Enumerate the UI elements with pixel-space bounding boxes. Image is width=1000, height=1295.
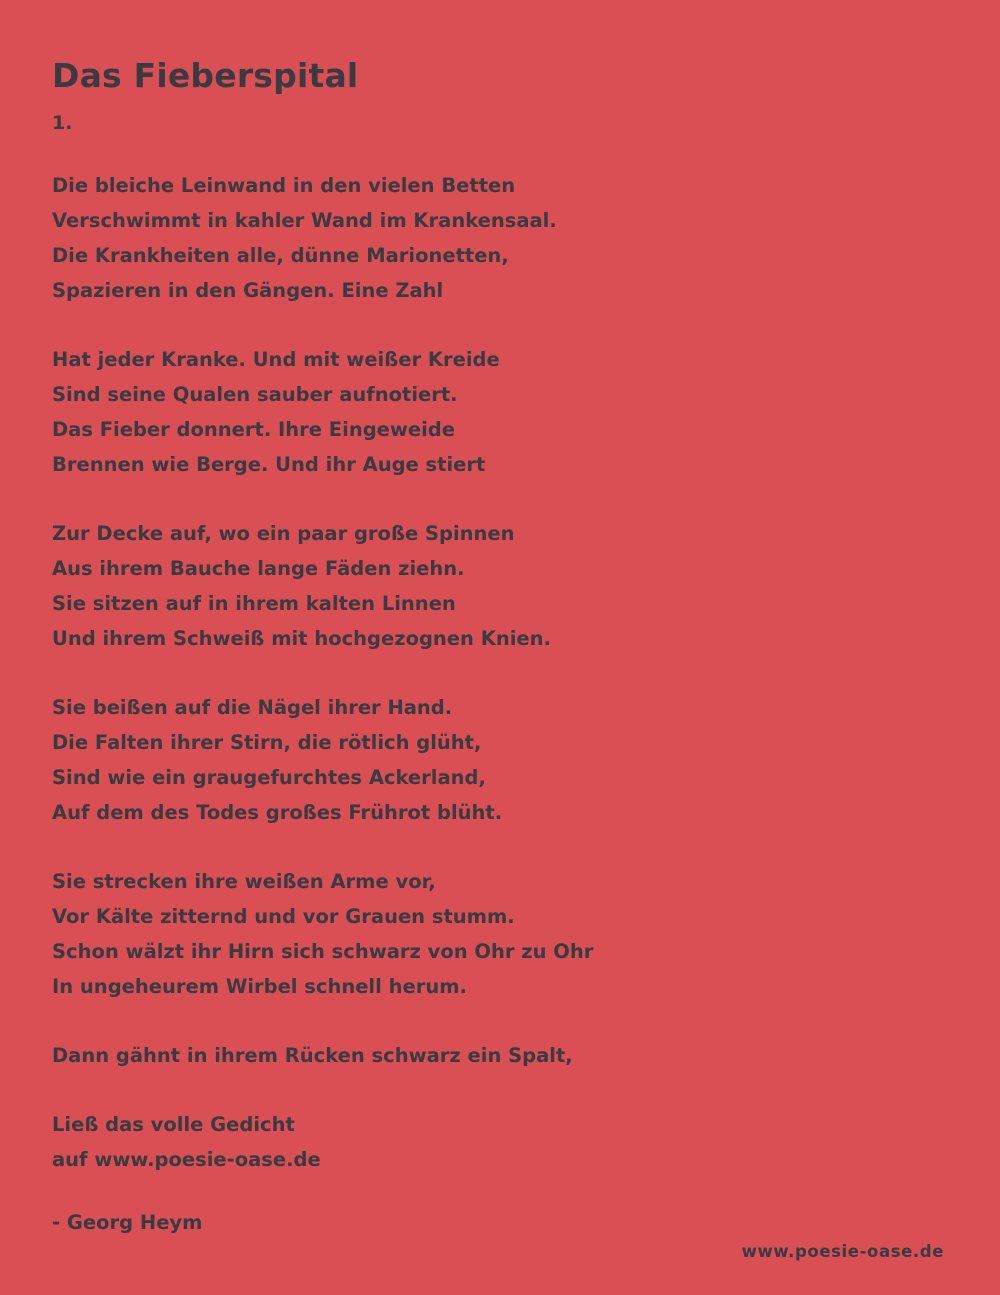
poem-line: Die Krankheiten alle, dünne Marionetten,	[52, 243, 509, 267]
poem-line: Die bleiche Leinwand in den vielen Betten	[52, 173, 516, 197]
site-footer[interactable]: www.poesie-oase.de	[741, 1242, 944, 1261]
poem-line: Schon wälzt ihr Hirn sich schwarz von Ohr zu Ohr	[52, 939, 594, 963]
poem-line: In ungeheurem Wirbel schnell herum.	[52, 974, 467, 998]
poem-line: Sind seine Qualen sauber aufnotiert.	[52, 382, 458, 406]
poem-line: Die Falten ihrer Stirn, die rötlich glüht,	[52, 730, 482, 754]
stanza	[52, 1038, 948, 1073]
poem-line: Verschwimmt in kahler Wand im Krankensaal.	[52, 208, 557, 232]
poem-line: Vor Kälte zitternd und vor Grauen stumm.	[52, 904, 515, 928]
poem-line: Dann gähnt in ihrem Rücken schwarz ein Spalt,	[52, 1043, 573, 1067]
stanza	[52, 516, 948, 656]
page-title: Das Fieberspital	[52, 56, 359, 95]
poem-line: Brennen wie Berge. Und ihr Auge stiert	[52, 452, 486, 476]
stanza-number: 1.	[52, 111, 73, 134]
stanza	[52, 690, 948, 830]
promo-block	[52, 1107, 948, 1177]
poem-line: Zur Decke auf, wo ein paar große Spinnen	[52, 521, 515, 545]
promo-line: Ließ das volle Gedicht	[52, 1112, 295, 1136]
poem-line: Hat jeder Kranke. Und mit weißer Kreide	[52, 347, 500, 371]
poem-line: Das Fieber donnert. Ihre Eingeweide	[52, 417, 455, 441]
poem-line: Sie sitzen auf in ihrem kalten Linnen	[52, 591, 456, 615]
stanza	[52, 168, 948, 308]
poem-author: - Georg Heym	[52, 1210, 203, 1234]
poem-line: Auf dem des Todes großes Frührot blüht.	[52, 800, 503, 824]
poem-line: Spazieren in den Gängen. Eine Zahl	[52, 278, 444, 302]
poem-line: Und ihrem Schweiß mit hochgezognen Knien.	[52, 626, 551, 650]
poem-body	[52, 168, 948, 1234]
poem-line: Sie strecken ihre weißen Arme vor,	[52, 869, 436, 893]
poem-line: Sie beißen auf die Nägel ihrer Hand.	[52, 695, 453, 719]
stanza	[52, 864, 948, 1004]
poem-line: Aus ihrem Bauche lange Fäden ziehn.	[52, 556, 465, 580]
poem-line: Sind wie ein graugefurchtes Ackerland,	[52, 765, 486, 789]
promo-link[interactable]: auf www.poesie-oase.de	[52, 1147, 321, 1171]
stanza	[52, 342, 948, 482]
